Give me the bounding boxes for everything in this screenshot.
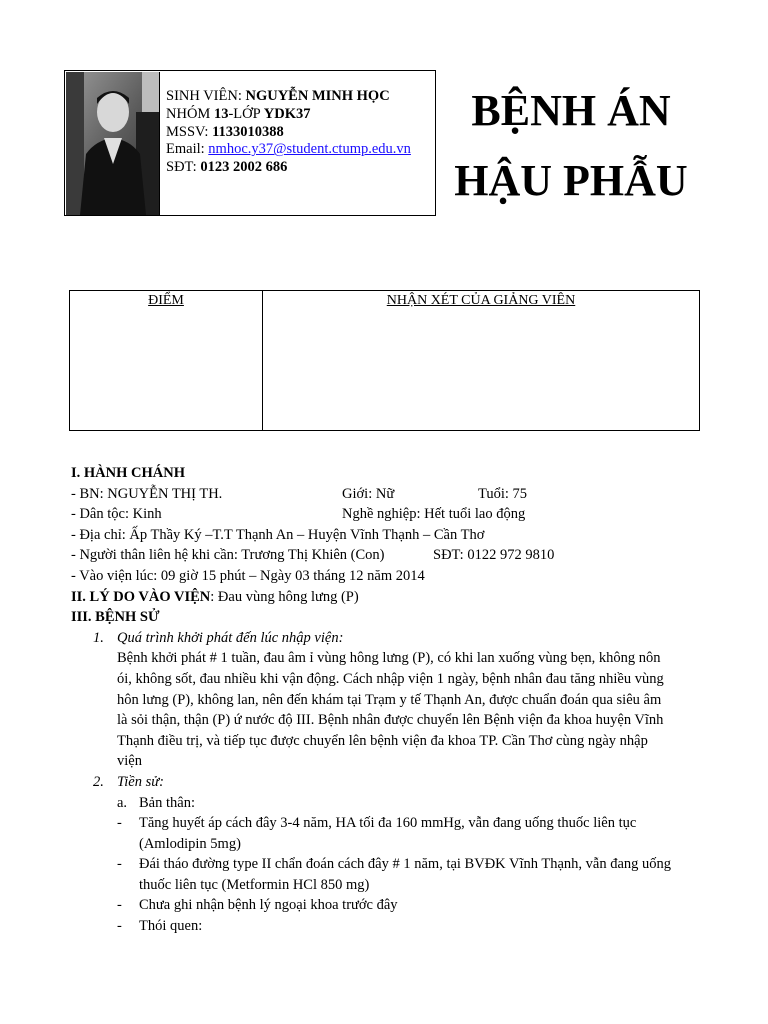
list-item: - Tăng huyết áp cách đây 3-4 năm, HA tối đa 160 mmHg, vẫn đang uống thuốc liên tục (Amlodipin 5mg) xyxy=(117,815,637,852)
student-email-link[interactable]: nmhoc.y37@student.ctump.edu.vn xyxy=(208,141,411,158)
list-item: - Chưa ghi nhận bệnh lý ngoại khoa trước đây xyxy=(117,897,398,914)
sub-item-a-mark: a. xyxy=(117,794,128,811)
history-item-2-title-row xyxy=(71,772,696,793)
student-group-line: NHÓM 13-LỚP YDK37 xyxy=(166,105,311,122)
admission-time: - Vào viện lúc: 09 giờ 15 phút – Ngày 03 tháng 12 năm 2014 xyxy=(71,567,425,584)
history-item-1-title: Quá trình khởi phát đến lúc nhập viện: xyxy=(117,629,344,646)
history-item-1-line: Bệnh khởi phát # 1 tuần, đau âm ỉ vùng hông lưng (P), có khi lan xuống vùng bẹn, không nôn xyxy=(117,650,661,667)
section-admin-heading: I. HÀNH CHÁNH xyxy=(71,465,185,481)
history-item-2-number: 2. xyxy=(93,773,104,790)
reason-row xyxy=(71,587,696,608)
patient-address: - Địa chỉ: Ấp Thầy Ký –T.T Thạnh An – Huyện Vĩnh Thạnh – Cần Thơ xyxy=(71,526,485,543)
history-item-1-line: Thạnh điều trị, và tiếp tục được chuyển lên bệnh viện đa khoa TP. Cần Thơ cùng ngày nhập xyxy=(117,732,648,749)
history-item-2-title: Tiền sử: xyxy=(117,773,164,790)
ethnicity-row xyxy=(71,504,696,525)
document-title xyxy=(440,76,702,216)
history-item-1-number: 1. xyxy=(93,629,104,646)
student-name-line: SINH VIÊN: NGUYỄN MINH HỌC xyxy=(166,88,390,104)
history-item-1-line: ói, không sốt, đau nhiều khi vận động. Cách nhập viện 1 ngày, bệnh nhân đau tăng nhiều vùng xyxy=(117,670,664,687)
history-item-1-line: hôn lưng (P), không lan, nên đến khám tại Trạm y tế Thạnh An, được chuẩn đoán qua siêu âm xyxy=(117,691,662,708)
document-body xyxy=(71,463,696,937)
student-email-line: Email: nmhoc.y37@student.ctump.edu.vn xyxy=(166,141,411,158)
patient-occupation: Nghề nghiệp: Hết tuổi lao động xyxy=(342,506,526,523)
list-item: - Đái tháo đường type II chẩn đoán cách đây # 1 năm, tại BVĐK Vĩnh Thạnh, vẫn đang uống thuốc liên tục (Metformin HCl 850 mg) xyxy=(117,856,672,893)
patient-row xyxy=(71,484,696,505)
patient-name: - BN: NGUYỄN THỊ TH. xyxy=(71,485,223,502)
contact-row xyxy=(71,545,696,566)
list-item: - Thói quen: xyxy=(117,918,203,935)
history-item-1-title-row xyxy=(71,628,696,649)
student-phone-line: SĐT: 0123 2002 686 xyxy=(166,159,288,176)
history-item-1-line: viện xyxy=(117,753,142,770)
score-column xyxy=(70,291,263,430)
score-header: ĐIỂM xyxy=(148,293,184,308)
section-reason-heading: II. LÝ DO VÀO VIỆN xyxy=(71,588,211,605)
title-line-2: HẬU PHẪU xyxy=(454,156,688,205)
student-id-line: MSSV: 1133010388 xyxy=(166,123,284,140)
history-item-1-line: là sỏi thận, thận (P) ứ nước độ III. Bệnh nhân được chuyển lên Bệnh viện đa khoa huyện Vĩnh xyxy=(117,712,664,729)
patient-gender: Giới: Nữ xyxy=(342,485,395,502)
patient-age: Tuổi: 75 xyxy=(478,485,528,502)
student-photo xyxy=(66,72,160,215)
reason-text: : Đau vùng hông lưng (P) xyxy=(210,588,359,605)
student-name: NGUYỄN MINH HỌC xyxy=(245,88,390,104)
patient-contact-phone: SĐT: 0122 972 9810 xyxy=(433,547,555,564)
patient-contact: - Người thân liên hệ khi cần: Trương Thị Khiên (Con) xyxy=(71,547,385,564)
comment-column xyxy=(263,291,699,430)
student-phone: 0123 2002 686 xyxy=(200,159,288,176)
grading-table xyxy=(69,290,700,431)
student-class: YDK37 xyxy=(263,105,311,122)
comment-header: NHẬN XÉT CỦA GIẢNG VIÊN xyxy=(386,293,576,308)
sub-item-a xyxy=(71,793,696,814)
student-info xyxy=(166,88,434,177)
patient-ethnicity: - Dân tộc: Kinh xyxy=(71,506,162,523)
title-line-1: BỆNH ÁN xyxy=(471,86,671,135)
sub-item-a-label: Bản thân: xyxy=(139,794,195,811)
student-group: 13 xyxy=(213,105,229,122)
section-history-heading: III. BỆNH SỬ xyxy=(71,609,160,626)
student-id: 1133010388 xyxy=(212,123,284,140)
